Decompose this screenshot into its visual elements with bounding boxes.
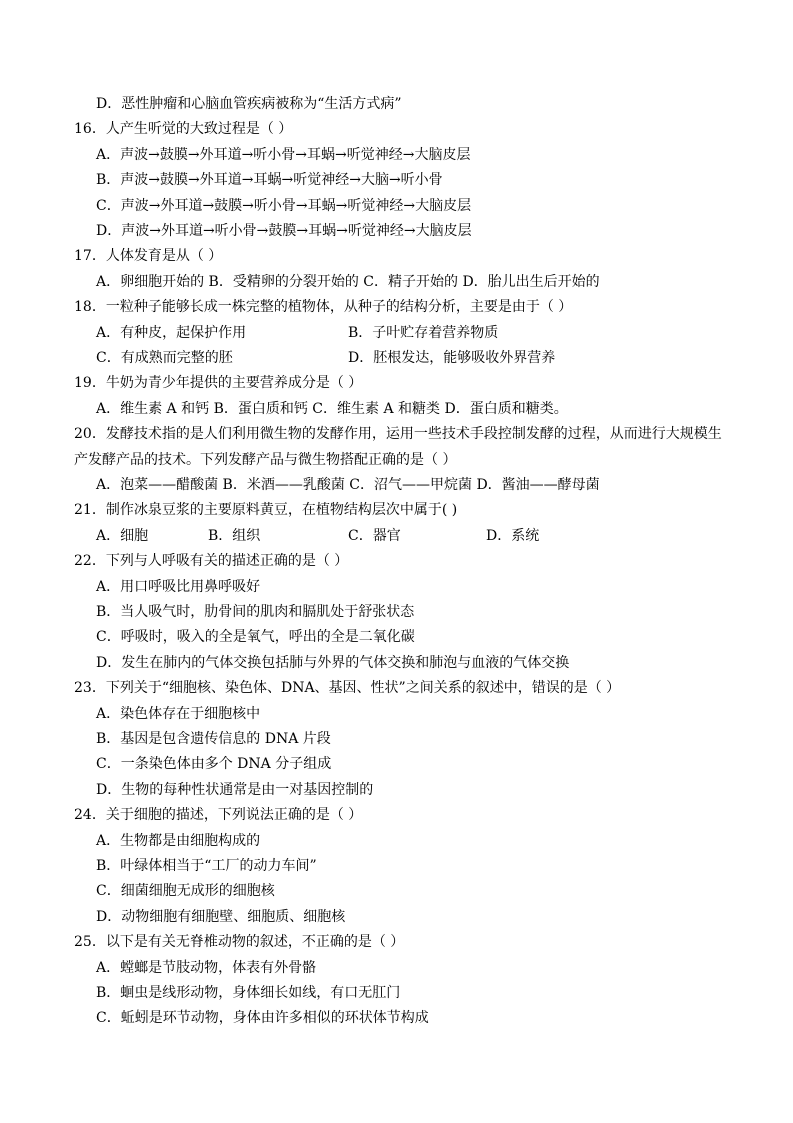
answer-option: C．器官 <box>348 528 401 544</box>
answer-option: C．蚯蚓是环节动物，身体由许多相似的环状体节构成 <box>96 1010 429 1026</box>
answer-option: C．一条染色体由多个 DNA 分子组成 <box>96 756 332 772</box>
answer-option: B．蛔虫是线形动物，身体细长如线，有口无肛门 <box>96 985 401 1001</box>
answer-option: D．生物的每种性状通常是由一对基因控制的 <box>96 782 374 798</box>
answer-option: A．生物都是由细胞构成的 <box>96 833 261 849</box>
question-stem-continued: 产发酵产品的技术。下列发酵产品与微生物搭配正确的是（ ） <box>74 452 457 468</box>
answer-option: D．声波→外耳道→听小骨→鼓膜→耳蜗→听觉神经→大脑皮层 <box>96 223 472 239</box>
question-stem: 22．下列与人呼吸有关的描述正确的是（ ） <box>74 553 349 569</box>
question-stem: 17．人体发育是从（ ） <box>74 248 223 264</box>
answer-option: A．细胞 <box>96 528 149 544</box>
answer-option: B．当人吸气时，肋骨间的肌肉和膈肌处于舒张状态 <box>96 604 415 620</box>
answer-option: C．细菌细胞无成形的细胞核 <box>96 883 275 899</box>
answer-option: B．组织 <box>208 528 261 544</box>
answer-option: D．恶性肿瘤和心脑血管疾病被称为“生活方式病” <box>96 96 402 112</box>
answer-option: D．发生在肺内的气体交换包括肺与外界的气体交换和肺泡与血液的气体交换 <box>96 655 570 671</box>
answer-option: A．泡菜——醋酸菌 B．米酒——乳酸菌 C．沼气——甲烷菌 D．酱油——酵母菌 <box>96 477 600 493</box>
question-stem: 19．牛奶为青少年提供的主要营养成分是（ ） <box>74 375 363 391</box>
answer-option: B．声波→鼓膜→外耳道→耳蜗→听觉神经→大脑→听小骨 <box>96 172 443 188</box>
question-stem: 20．发酵技术指的是人们利用微生物的发酵作用，运用一些技术手段控制发酵的过程，从而进行大规模生 <box>74 426 722 442</box>
answer-option: D．胚根发达，能够吸收外界营养 <box>348 350 556 366</box>
answer-option: B．子叶贮存着营养物质 <box>348 325 499 341</box>
question-stem: 16．人产生听觉的大致过程是（ ） <box>74 121 293 137</box>
answer-option: B．基因是包含遗传信息的 DNA 片段 <box>96 731 331 747</box>
answer-option: C．呼吸时，吸入的全是氧气，呼出的全是二氧化碳 <box>96 629 415 645</box>
answer-option: A．声波→鼓膜→外耳道→听小骨→耳蜗→听觉神经→大脑皮层 <box>96 147 471 163</box>
question-stem: 25．以下是有关无脊椎动物的叙述，不正确的是（ ） <box>74 934 405 950</box>
question-stem: 21．制作冰泉豆浆的主要原料黄豆，在植物结构层次中属于( ) <box>74 502 458 518</box>
answer-option: A．用口呼吸比用鼻呼吸好 <box>96 579 261 595</box>
answer-option: A．染色体存在于细胞核中 <box>96 706 261 722</box>
answer-option: A．有种皮，起保护作用 <box>96 325 247 341</box>
answer-option: D．系统 <box>486 528 540 544</box>
answer-option: A．卵细胞开始的 B．受精卵的分裂开始的 C．精子开始的 D．胎儿出生后开始的 <box>96 274 600 290</box>
answer-option: B．叶绿体相当于“工厂的动力车间” <box>96 858 317 874</box>
answer-option: A．螳螂是节肢动物，体表有外骨骼 <box>96 960 317 976</box>
question-stem: 23．下列关于“细胞核、染色体、DNA、基因、性状”之间关系的叙述中，错误的是（ ） <box>74 680 621 696</box>
answer-option: D．动物细胞有细胞壁、细胞质、细胞核 <box>96 909 346 925</box>
answer-option: A．维生素 A 和钙 B．蛋白质和钙 C．维生素 A 和糖类 D．蛋白质和糖类。 <box>96 401 568 417</box>
answer-option: C．有成熟而完整的胚 <box>96 350 233 366</box>
question-stem: 18．一粒种子能够长成一株完整的植物体，从种子的结构分析，主要是由于（ ） <box>74 299 573 315</box>
question-stem: 24．关于细胞的描述，下列说法正确的是（ ） <box>74 807 363 823</box>
answer-option: C．声波→外耳道→鼓膜→听小骨→耳蜗→听觉神经→大脑皮层 <box>96 198 472 214</box>
